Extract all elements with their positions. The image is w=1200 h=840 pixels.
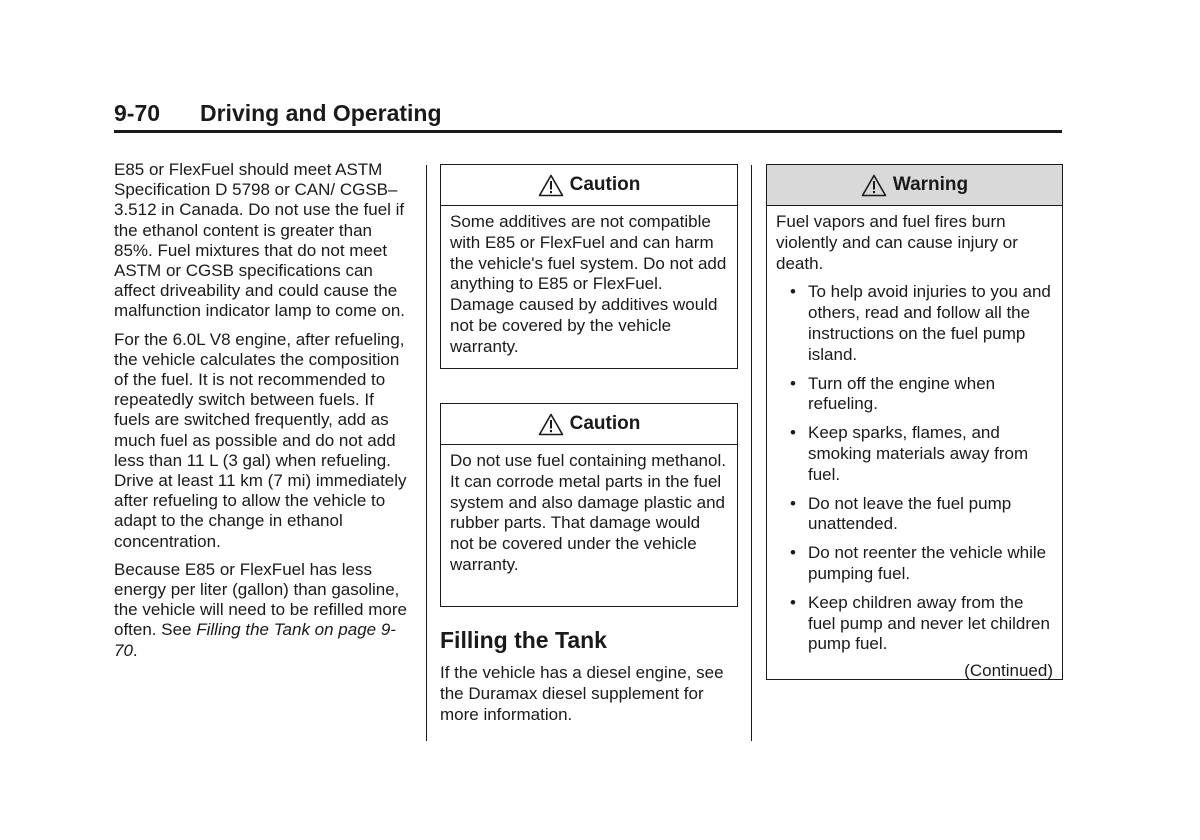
section-title: Driving and Operating [200, 100, 442, 126]
warning-list [776, 282, 1053, 655]
list-item-text: To help avoid injuries to you and others, read and follow all the instructions on the fuel pump island. [808, 282, 1051, 364]
warning-triangle-icon [538, 413, 564, 436]
bullet-dot-icon: • [790, 493, 796, 513]
column-left [114, 160, 414, 669]
list-item-text: Do not reenter the vehicle while pumping fuel. [808, 543, 1047, 583]
list-item [790, 543, 1053, 585]
list-item-text: Do not leave the fuel pump unattended. [808, 493, 1012, 534]
filling-text: If the vehicle has a diesel engine, see the Duramax diesel supplement for more information. [440, 663, 724, 724]
warning-box-fuel [766, 164, 1063, 680]
list-item-text: Keep children away from the fuel pump and never let children pump fuel. [808, 592, 1050, 654]
bullet-dot-icon: • [790, 423, 796, 443]
bullet-dot-icon: • [790, 282, 796, 302]
list-item-text: Keep sparks, flames, and smoking materials away from fuel. [808, 423, 1029, 484]
paragraph-e85-spec: E85 or FlexFuel should meet ASTM Specification D 5798 or CAN/ CGSB–3.512 in Canada. Do not use the fuel if the ethanol content is greater than 85%. Fuel mixtures that do not meet ASTM or CGSB specifications can affect driveability and could cause the malfunction indicator lamp to come on. [114, 160, 406, 321]
paragraph-energy-text: Because E85 or FlexFuel has less energy per liter (gallon) than gasoline, the vehicle will need to be refilled more often. See [114, 559, 407, 640]
warning-title: Warning [892, 174, 969, 195]
caution-box-methanol [440, 403, 738, 607]
warning-triangle-icon [861, 174, 887, 197]
section-heading-filling: Filling the Tank [440, 627, 607, 653]
warning-intro: Fuel vapors and fuel fires burn violently and can cause injury or death. [776, 212, 1018, 273]
list-item [790, 282, 1053, 365]
bullet-dot-icon: • [790, 592, 796, 612]
bullet-dot-icon: • [790, 373, 796, 393]
caution-body: Do not use fuel containing methanol. It can corrode metal parts in the fuel system and also damage plastic and rubber parts. That damage would not be covered under the vehicle warranty. [450, 451, 726, 574]
list-item [790, 373, 1053, 416]
warning-body [767, 206, 1062, 688]
list-item-text: Turn off the engine when refueling. [808, 373, 996, 414]
cross-reference-link[interactable]: Filling the Tank on page 9-70 [114, 620, 396, 660]
caution-header [441, 404, 737, 445]
list-item [790, 592, 1053, 655]
caution-title: Caution [569, 174, 641, 195]
column-divider-1 [426, 165, 427, 741]
warning-triangle-icon [538, 174, 564, 197]
caution-title: Caution [569, 413, 641, 434]
continued-label: (Continued) [964, 661, 1053, 681]
page-number: 9-70 [114, 100, 161, 126]
column-divider-2 [751, 165, 752, 741]
paragraph-energy-end: . [132, 640, 138, 660]
list-item [790, 493, 1053, 536]
page-header [114, 100, 1062, 133]
caution-box-additives [440, 164, 738, 369]
bullet-dot-icon: • [790, 543, 796, 563]
warning-header [767, 165, 1062, 206]
list-item [790, 423, 1053, 485]
paragraph-energy [114, 560, 414, 661]
paragraph-v8-refueling: For the 6.0L V8 engine, after refueling, the vehicle calculates the composition of the fuel. It is not recommended to repeatedly switch between fuels. If fuels are switched frequently, add as much fuel as possible and do not add less than 11 L (3 gal) when refueling. Drive at least 11 km (7 mi) immediately after refueling to allow the vehicle to adapt to the change in ethanol concentration. [114, 329, 407, 551]
caution-body: Some additives are not compatible with E85 or FlexFuel and can harm the vehicle's fuel system. Do not add anything to E85 or FlexFuel. Damage caused by additives would not be covered by the vehicle warranty. [450, 212, 727, 356]
caution-header [441, 165, 737, 206]
